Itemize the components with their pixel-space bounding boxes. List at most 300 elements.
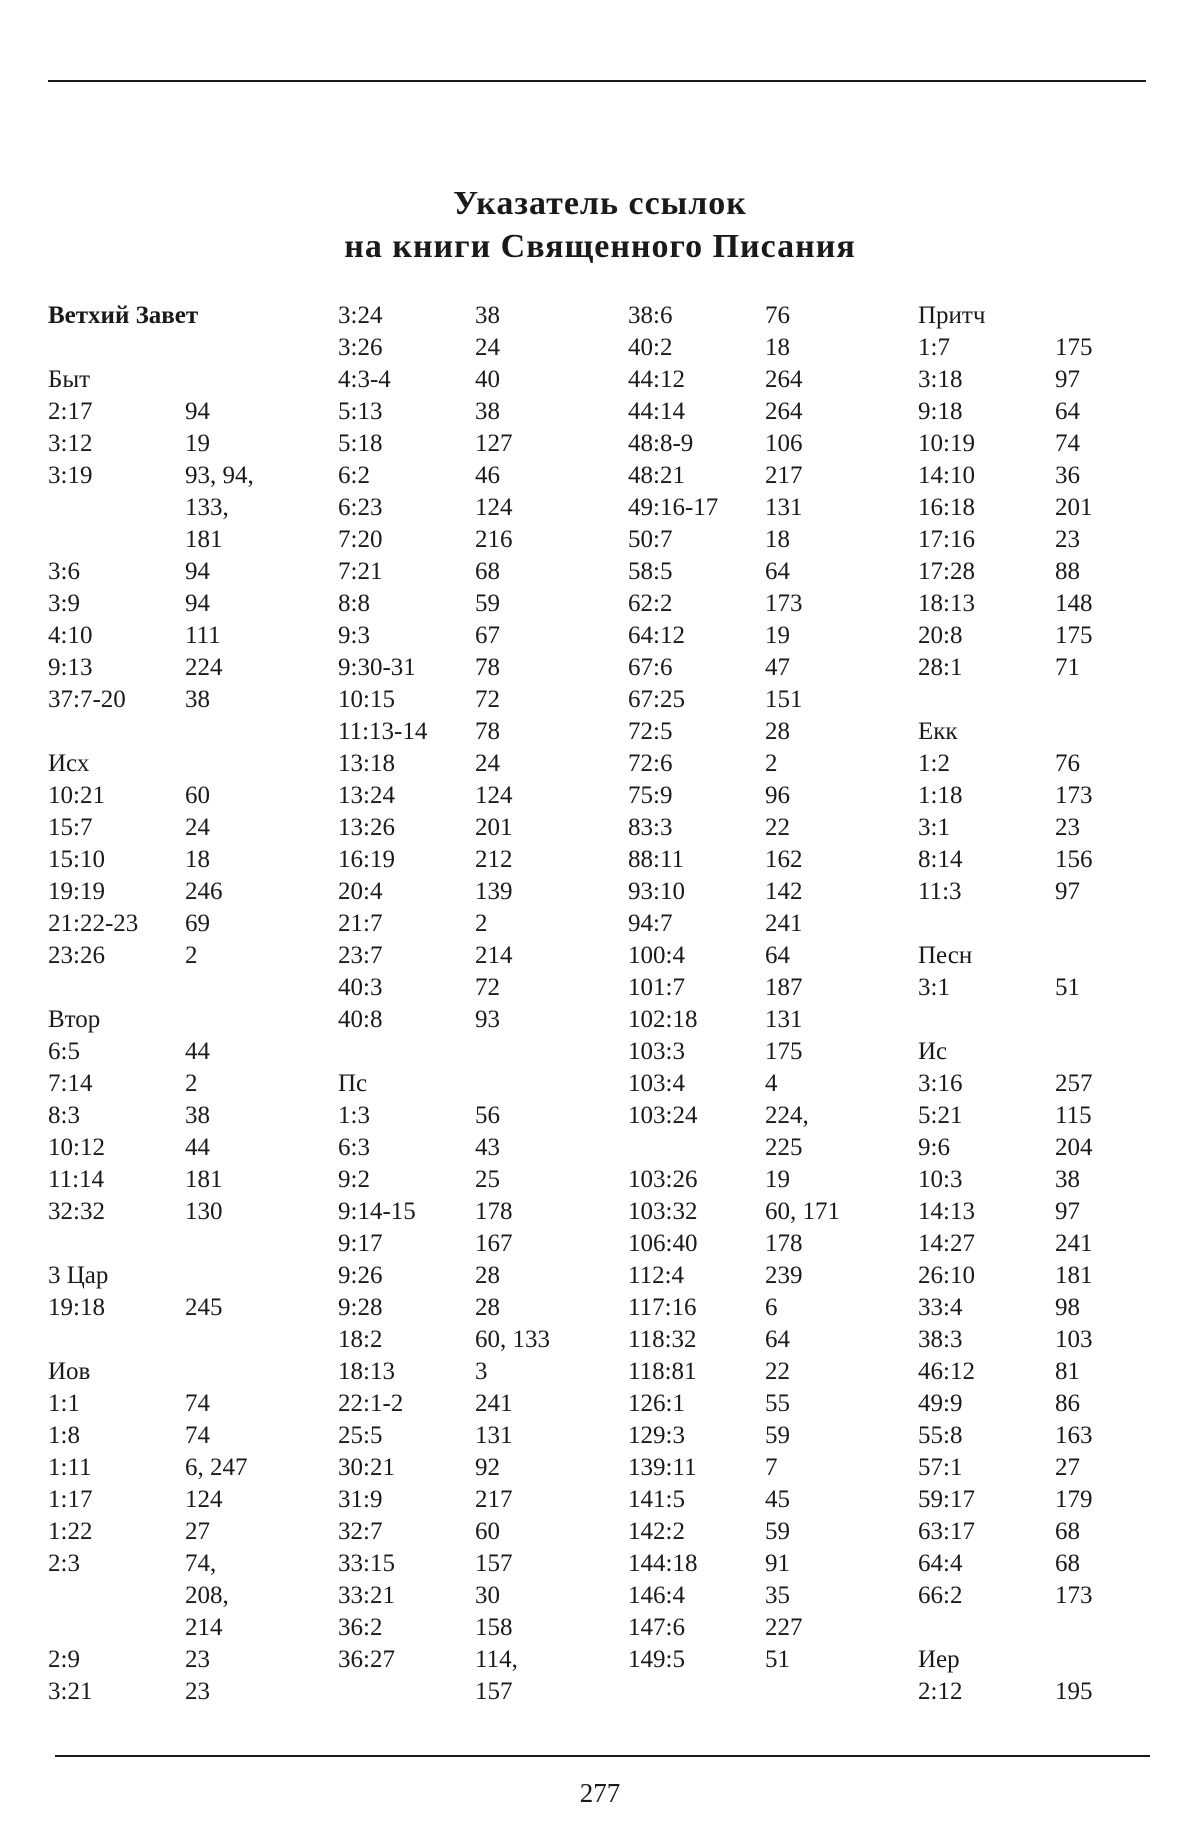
index-entry	[338, 652, 608, 684]
page-subtitle: на книги Священного Писания	[344, 228, 856, 265]
index-entry	[48, 1612, 318, 1644]
page-references: 78	[475, 718, 500, 745]
index-entry	[628, 1356, 898, 1388]
index-entry	[628, 1580, 898, 1612]
verse-reference: 15:10	[48, 846, 105, 873]
index-entry	[918, 556, 1188, 588]
index-entry	[628, 332, 898, 364]
index-entry	[918, 1228, 1188, 1260]
verse-reference: 46:12	[918, 1358, 975, 1385]
index-entry	[628, 1132, 898, 1164]
scripture-index	[48, 300, 1168, 1720]
book-heading	[918, 1644, 1188, 1676]
verse-reference: 16:18	[918, 494, 975, 521]
index-entry	[48, 620, 318, 652]
verse-reference: 3:1	[918, 814, 950, 841]
index-entry	[338, 1676, 608, 1708]
index-entry	[628, 1036, 898, 1068]
index-entry	[628, 876, 898, 908]
index-entry	[918, 972, 1188, 1004]
book-name: Ис	[918, 1038, 948, 1065]
book-name: Екк	[918, 718, 958, 745]
verse-reference: 103:26	[628, 1166, 698, 1193]
verse-reference: 7:20	[338, 526, 383, 553]
page-references: 2	[185, 942, 198, 969]
index-entry	[48, 1516, 318, 1548]
page-references: 212	[475, 846, 513, 873]
verse-reference: 38:3	[918, 1326, 963, 1353]
page-references: 187	[765, 974, 803, 1001]
index-entry	[338, 428, 608, 460]
page-references: 3	[475, 1358, 488, 1385]
verse-reference: 1:8	[48, 1422, 80, 1449]
verse-reference: 118:32	[628, 1326, 697, 1353]
book-name: 3 Цар	[48, 1262, 109, 1289]
verse-reference: 141:5	[628, 1486, 685, 1513]
index-entry	[338, 524, 608, 556]
page-references: 124	[475, 782, 513, 809]
index-entry	[48, 684, 318, 716]
index-entry	[628, 812, 898, 844]
verse-reference: 49:16-17	[628, 494, 719, 521]
page-references: 4	[765, 1070, 778, 1097]
verse-reference: 16:19	[338, 846, 395, 873]
book-name: Втор	[48, 1006, 101, 1033]
verse-reference: 50:7	[628, 526, 673, 553]
verse-reference: 20:4	[338, 878, 383, 905]
verse-reference: 142:2	[628, 1518, 685, 1545]
page-references: 67	[475, 622, 500, 649]
page-references: 106	[765, 430, 803, 457]
page-references: 23	[1055, 814, 1080, 841]
page-references: 64	[1055, 398, 1080, 425]
page-references: 28	[475, 1262, 500, 1289]
book-heading	[918, 300, 1188, 332]
verse-reference: 106:40	[628, 1230, 698, 1257]
page-references: 246	[185, 878, 223, 905]
page-references: 201	[475, 814, 513, 841]
page-references: 94	[185, 590, 210, 617]
index-entry	[338, 1388, 608, 1420]
verse-reference: 57:1	[918, 1454, 963, 1481]
page-references: 64	[765, 1326, 790, 1353]
verse-reference: 62:2	[628, 590, 673, 617]
page-references: 181	[1055, 1262, 1093, 1289]
verse-reference: 10:15	[338, 686, 395, 713]
spacer-row	[48, 716, 318, 748]
page-references: 23	[185, 1678, 210, 1705]
verse-reference: 32:32	[48, 1198, 105, 1225]
page-references: 64	[765, 942, 790, 969]
index-entry	[628, 1420, 898, 1452]
verse-reference: 38:6	[628, 302, 673, 329]
index-entry	[918, 1484, 1188, 1516]
index-entry	[48, 940, 318, 972]
verse-reference: 11:13-14	[338, 718, 428, 745]
verse-reference: 1:22	[48, 1518, 93, 1545]
index-entry	[48, 524, 318, 556]
page-references: 157	[475, 1678, 513, 1705]
page-references: 71	[1055, 654, 1080, 681]
index-entry	[628, 748, 898, 780]
page-references: 216	[475, 526, 513, 553]
book-name: Пс	[338, 1070, 368, 1097]
verse-reference: 3:24	[338, 302, 383, 329]
verse-reference: 26:10	[918, 1262, 975, 1289]
page-references: 94	[185, 398, 210, 425]
page-references: 38	[185, 686, 210, 713]
page-references: 36	[1055, 462, 1080, 489]
index-column-1	[48, 300, 318, 1708]
page-references: 68	[1055, 1550, 1080, 1577]
page-references: 19	[765, 622, 790, 649]
verse-reference: 6:23	[338, 494, 383, 521]
verse-reference: 14:13	[918, 1198, 975, 1225]
index-entry	[628, 1068, 898, 1100]
index-entry	[48, 1036, 318, 1068]
index-entry	[338, 1324, 608, 1356]
book-heading	[918, 940, 1188, 972]
page-references: 6, 247	[185, 1454, 248, 1481]
index-entry	[338, 556, 608, 588]
page-references: 74	[1055, 430, 1080, 457]
verse-reference: 146:4	[628, 1582, 685, 1609]
spacer-row	[338, 1036, 608, 1068]
verse-reference: 5:18	[338, 430, 383, 457]
page-references: 28	[765, 718, 790, 745]
verse-reference: 33:21	[338, 1582, 395, 1609]
index-entry	[918, 1196, 1188, 1228]
index-entry	[628, 460, 898, 492]
page-references: 51	[765, 1646, 790, 1673]
verse-reference: 2:17	[48, 398, 93, 425]
page-references: 173	[765, 590, 803, 617]
index-entry	[338, 1452, 608, 1484]
page-references: 151	[765, 686, 803, 713]
verse-reference: 25:5	[338, 1422, 383, 1449]
index-entry	[628, 716, 898, 748]
page-references: 162	[765, 846, 803, 873]
index-entry	[918, 652, 1188, 684]
page-references: 241	[475, 1390, 513, 1417]
page-references: 69	[185, 910, 210, 937]
page-references: 59	[475, 590, 500, 617]
verse-reference: 2:3	[48, 1550, 80, 1577]
page-references: 245	[185, 1294, 223, 1321]
verse-reference: 10:21	[48, 782, 105, 809]
page-references: 227	[765, 1614, 803, 1641]
verse-reference: 23:7	[338, 942, 383, 969]
spacer-row	[48, 1228, 318, 1260]
page-references: 124	[475, 494, 513, 521]
page-references: 93, 94,	[185, 462, 254, 489]
verse-reference: 6:5	[48, 1038, 80, 1065]
verse-reference: 1:1	[48, 1390, 80, 1417]
page-references: 74	[185, 1422, 210, 1449]
index-entry	[338, 1548, 608, 1580]
index-entry	[628, 1548, 898, 1580]
index-entry	[628, 620, 898, 652]
index-entry	[338, 1100, 608, 1132]
index-entry	[918, 396, 1188, 428]
index-entry	[628, 588, 898, 620]
testament-heading: Ветхий Завет	[48, 302, 199, 329]
page-references: 18	[765, 526, 790, 553]
index-entry	[48, 460, 318, 492]
page-references: 23	[1055, 526, 1080, 553]
verse-reference: 28:1	[918, 654, 963, 681]
verse-reference: 103:4	[628, 1070, 685, 1097]
verse-reference: 58:5	[628, 558, 673, 585]
verse-reference: 30:21	[338, 1454, 395, 1481]
verse-reference: 37:7-20	[48, 686, 126, 713]
verse-reference: 88:11	[628, 846, 685, 873]
page-references: 24	[475, 750, 500, 777]
verse-reference: 36:27	[338, 1646, 395, 1673]
index-entry	[48, 1548, 318, 1580]
verse-reference: 1:11	[48, 1454, 92, 1481]
page-references: 35	[765, 1582, 790, 1609]
verse-reference: 20:8	[918, 622, 963, 649]
page-references: 224,	[765, 1102, 809, 1129]
page-references: 225	[765, 1134, 803, 1161]
verse-reference: 147:6	[628, 1614, 685, 1641]
index-entry	[338, 1228, 608, 1260]
index-entry	[628, 1644, 898, 1676]
index-entry	[338, 1580, 608, 1612]
page-references: 68	[1055, 1518, 1080, 1545]
page-references: 103	[1055, 1326, 1093, 1353]
verse-reference: 3:9	[48, 590, 80, 617]
verse-reference: 13:26	[338, 814, 395, 841]
page-references: 27	[1055, 1454, 1080, 1481]
page-references: 142	[765, 878, 803, 905]
book-name: Иов	[48, 1358, 91, 1385]
page-references: 2	[475, 910, 488, 937]
index-entry	[628, 1164, 898, 1196]
verse-reference: 17:28	[918, 558, 975, 585]
verse-reference: 6:2	[338, 462, 370, 489]
index-entry	[628, 396, 898, 428]
page-references: 156	[1055, 846, 1093, 873]
index-column-2	[338, 300, 608, 1708]
page-references: 74	[185, 1390, 210, 1417]
index-entry	[48, 812, 318, 844]
page-references: 81	[1055, 1358, 1080, 1385]
verse-reference: 13:24	[338, 782, 395, 809]
index-entry	[338, 1612, 608, 1644]
verse-reference: 9:28	[338, 1294, 383, 1321]
index-entry	[338, 876, 608, 908]
index-entry	[628, 780, 898, 812]
verse-reference: 7:21	[338, 558, 383, 585]
page-references: 2	[185, 1070, 198, 1097]
index-entry	[48, 1164, 318, 1196]
book-name: Исх	[48, 750, 90, 777]
index-entry	[918, 1164, 1188, 1196]
page-references: 72	[475, 974, 500, 1001]
verse-reference: 2:12	[918, 1678, 963, 1705]
index-entry	[628, 364, 898, 396]
verse-reference: 18:13	[338, 1358, 395, 1385]
verse-reference: 93:10	[628, 878, 685, 905]
verse-reference: 36:2	[338, 1614, 383, 1641]
index-entry	[918, 1260, 1188, 1292]
verse-reference: 9:3	[338, 622, 370, 649]
index-entry	[338, 1484, 608, 1516]
page-references: 19	[185, 430, 210, 457]
book-heading	[48, 1260, 318, 1292]
index-entry	[48, 1452, 318, 1484]
verse-reference: 18:13	[918, 590, 975, 617]
page-references: 76	[1055, 750, 1080, 777]
index-entry	[338, 1196, 608, 1228]
index-entry	[628, 1516, 898, 1548]
index-entry	[628, 1004, 898, 1036]
index-entry	[918, 1100, 1188, 1132]
page-references: 25	[475, 1166, 500, 1193]
verse-reference: 103:24	[628, 1102, 698, 1129]
page-references: 124	[185, 1486, 223, 1513]
verse-reference: 3:12	[48, 430, 93, 457]
index-entry	[338, 620, 608, 652]
page-references: 38	[475, 302, 500, 329]
verse-reference: 9:6	[918, 1134, 950, 1161]
book-heading	[48, 1004, 318, 1036]
verse-reference: 112:4	[628, 1262, 685, 1289]
page-references: 59	[765, 1518, 790, 1545]
index-entry	[918, 588, 1188, 620]
verse-reference: 1:17	[48, 1486, 93, 1513]
page-references: 46	[475, 462, 500, 489]
page-references: 76	[765, 302, 790, 329]
verse-reference: 149:5	[628, 1646, 685, 1673]
verse-reference: 64:12	[628, 622, 685, 649]
index-entry	[628, 1100, 898, 1132]
index-entry	[918, 748, 1188, 780]
index-entry	[338, 1260, 608, 1292]
index-entry	[48, 1644, 318, 1676]
verse-reference: 9:17	[338, 1230, 383, 1257]
verse-reference: 40:2	[628, 334, 673, 361]
page-references: 60	[475, 1518, 500, 1545]
verse-reference: 48:21	[628, 462, 685, 489]
page-references: 214	[185, 1614, 223, 1641]
index-entry	[918, 1676, 1188, 1708]
verse-reference: 59:17	[918, 1486, 975, 1513]
verse-reference: 9:2	[338, 1166, 370, 1193]
verse-reference: 100:4	[628, 942, 685, 969]
page-references: 60, 133	[475, 1326, 550, 1353]
page-number: 277	[579, 1778, 621, 1808]
verse-reference: 8:8	[338, 590, 370, 617]
page-references: 28	[475, 1294, 500, 1321]
index-entry	[338, 396, 608, 428]
index-entry	[48, 652, 318, 684]
index-entry	[628, 972, 898, 1004]
page-references: 217	[765, 462, 803, 489]
index-entry	[338, 1004, 608, 1036]
page-references: 195	[1055, 1678, 1093, 1705]
verse-reference: 4:3-4	[338, 366, 391, 393]
verse-reference: 11:14	[48, 1166, 105, 1193]
verse-reference: 144:18	[628, 1550, 698, 1577]
page-references: 18	[765, 334, 790, 361]
page-references: 93	[475, 1006, 500, 1033]
index-entry	[48, 492, 318, 524]
index-entry	[918, 1132, 1188, 1164]
page-references: 217	[475, 1486, 513, 1513]
page-references: 24	[185, 814, 210, 841]
verse-reference: 103:3	[628, 1038, 685, 1065]
index-entry	[918, 428, 1188, 460]
index-entry	[628, 1388, 898, 1420]
index-entry	[338, 748, 608, 780]
page-references: 38	[475, 398, 500, 425]
page-references: 19	[765, 1166, 790, 1193]
verse-reference: 33:4	[918, 1294, 963, 1321]
verse-reference: 10:19	[918, 430, 975, 457]
index-entry	[338, 1356, 608, 1388]
verse-reference: 72:6	[628, 750, 673, 777]
spacer-row	[918, 1612, 1188, 1644]
verse-reference: 18:2	[338, 1326, 383, 1353]
page-references: 175	[1055, 622, 1093, 649]
verse-reference: 117:16	[628, 1294, 697, 1321]
index-entry	[918, 1580, 1188, 1612]
page-references: 56	[475, 1102, 500, 1129]
index-entry	[338, 332, 608, 364]
page-references: 96	[765, 782, 790, 809]
verse-reference: 9:13	[48, 654, 93, 681]
book-heading	[918, 716, 1188, 748]
verse-reference: 4:10	[48, 622, 93, 649]
verse-reference: 14:27	[918, 1230, 975, 1257]
verse-reference: 102:18	[628, 1006, 698, 1033]
index-entry	[918, 1420, 1188, 1452]
verse-reference: 11:3	[918, 878, 962, 905]
index-entry	[918, 332, 1188, 364]
index-entry	[918, 844, 1188, 876]
index-entry	[628, 908, 898, 940]
verse-reference: 126:1	[628, 1390, 685, 1417]
index-entry	[338, 300, 608, 332]
verse-reference: 10:12	[48, 1134, 105, 1161]
page-references: 45	[765, 1486, 790, 1513]
page-references: 22	[765, 814, 790, 841]
verse-reference: 3:26	[338, 334, 383, 361]
verse-reference: 3:1	[918, 974, 950, 1001]
index-entry	[338, 1292, 608, 1324]
page-references: 18	[185, 846, 210, 873]
page-references: 148	[1055, 590, 1093, 617]
page-references: 158	[475, 1614, 513, 1641]
verse-reference: 19:18	[48, 1294, 105, 1321]
verse-reference: 83:3	[628, 814, 673, 841]
index-entry	[918, 1452, 1188, 1484]
verse-reference: 33:15	[338, 1550, 395, 1577]
index-entry	[338, 1420, 608, 1452]
spacer-row	[48, 1324, 318, 1356]
index-entry	[48, 396, 318, 428]
verse-reference: 5:13	[338, 398, 383, 425]
page-references: 157	[475, 1550, 513, 1577]
verse-reference: 129:3	[628, 1422, 685, 1449]
index-entry	[338, 492, 608, 524]
verse-reference: 21:7	[338, 910, 383, 937]
page-references: 22	[765, 1358, 790, 1385]
index-entry	[628, 1452, 898, 1484]
